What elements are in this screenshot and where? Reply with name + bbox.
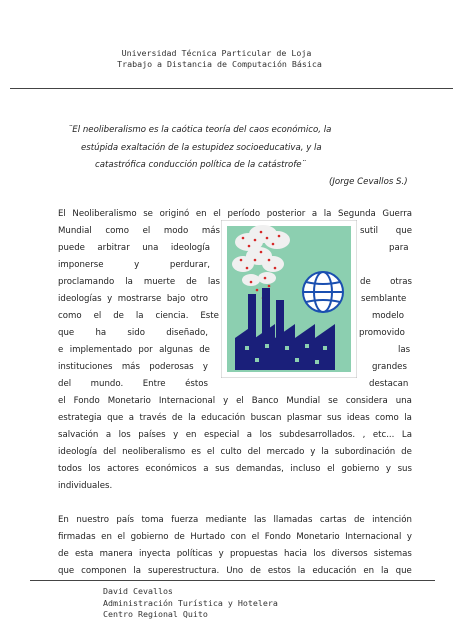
word: es bbox=[191, 447, 201, 457]
word: educación bbox=[201, 413, 246, 423]
word: perdurar, bbox=[169, 260, 210, 270]
word: a bbox=[128, 413, 135, 423]
word: Fondo bbox=[264, 532, 291, 542]
word: y bbox=[218, 549, 224, 559]
word: Neoliberalismo bbox=[72, 209, 137, 219]
word: ideología bbox=[58, 447, 98, 457]
word: otro bbox=[190, 294, 208, 304]
p2-line bbox=[58, 562, 412, 580]
word: Guerra bbox=[382, 209, 412, 219]
word: las bbox=[398, 345, 411, 355]
word: éstos bbox=[185, 379, 208, 389]
word: En bbox=[58, 515, 69, 525]
word: , bbox=[362, 430, 366, 440]
word: Banco bbox=[251, 396, 279, 406]
word: mercado bbox=[266, 447, 305, 457]
word: puede bbox=[58, 243, 85, 253]
word: de bbox=[171, 413, 183, 423]
word: Entre bbox=[142, 379, 166, 389]
word: en bbox=[195, 209, 207, 219]
word: Internacional bbox=[345, 532, 402, 542]
p2-line bbox=[58, 528, 412, 546]
word: Hurtado bbox=[190, 532, 226, 542]
word: sistemas bbox=[373, 549, 412, 559]
word: que bbox=[107, 413, 124, 423]
word: fuerza bbox=[171, 515, 199, 525]
word: Mundial bbox=[58, 226, 92, 236]
word: a bbox=[311, 209, 318, 219]
word: del bbox=[58, 379, 72, 389]
word: que bbox=[395, 226, 412, 236]
word: de bbox=[401, 447, 412, 457]
p1-line bbox=[58, 358, 208, 376]
word: período bbox=[227, 209, 261, 219]
word: modelo bbox=[372, 311, 405, 321]
word: una bbox=[395, 396, 412, 406]
word: subordinación bbox=[334, 447, 396, 457]
word: culto bbox=[220, 447, 242, 457]
word: como bbox=[58, 311, 82, 321]
word: La bbox=[401, 430, 412, 440]
word: de bbox=[360, 277, 371, 287]
p1-line bbox=[58, 443, 412, 461]
p1-line bbox=[58, 290, 208, 308]
word: se bbox=[143, 209, 153, 219]
word: inyecta bbox=[138, 549, 171, 559]
word: ciencia. bbox=[155, 311, 189, 321]
word: ideología bbox=[170, 243, 210, 253]
word: y bbox=[134, 260, 140, 270]
p1-line bbox=[58, 375, 208, 393]
word: la bbox=[323, 209, 332, 219]
word: buscan bbox=[250, 413, 282, 423]
word: sus bbox=[327, 413, 342, 423]
word: propuestas bbox=[229, 549, 278, 559]
word: el bbox=[251, 532, 260, 542]
word: el bbox=[58, 396, 66, 406]
word: salvación bbox=[58, 430, 99, 440]
word: El bbox=[58, 209, 66, 219]
word: Internacional bbox=[158, 396, 216, 406]
header-university: Universidad Técnica Particular de Loja bbox=[121, 48, 312, 58]
word: superestructura. bbox=[148, 566, 220, 576]
word: las bbox=[207, 277, 220, 287]
word: poderosas bbox=[149, 362, 194, 372]
p1-line bbox=[361, 290, 412, 308]
word: y bbox=[406, 532, 412, 542]
word: los bbox=[118, 430, 131, 440]
word: gobierno bbox=[341, 464, 380, 474]
footer-author: David Cevallos bbox=[103, 586, 173, 596]
p1-line bbox=[58, 392, 412, 410]
factory-globe-illustration bbox=[221, 220, 357, 378]
word: y bbox=[385, 464, 391, 474]
word: por bbox=[138, 345, 153, 355]
word: promovido bbox=[359, 328, 405, 338]
p1-line bbox=[58, 222, 220, 240]
word: especial bbox=[204, 430, 240, 440]
word: arbitrar bbox=[97, 243, 130, 253]
header-rule bbox=[10, 88, 453, 89]
word: y bbox=[173, 430, 179, 440]
p2-line bbox=[58, 545, 412, 563]
p1-line bbox=[372, 307, 412, 325]
word: ideologías bbox=[58, 294, 102, 304]
word: la bbox=[133, 566, 142, 576]
word: que bbox=[58, 328, 75, 338]
word: sus bbox=[215, 464, 230, 474]
word: en bbox=[363, 566, 375, 576]
p1-line bbox=[360, 273, 412, 291]
p1-line bbox=[360, 222, 412, 240]
word: la bbox=[321, 447, 329, 457]
p1-line bbox=[58, 239, 210, 257]
word: etc... bbox=[372, 430, 395, 440]
p1-line: individuales. bbox=[58, 481, 113, 491]
word: país bbox=[116, 515, 134, 525]
word: de bbox=[250, 566, 261, 576]
p2-line bbox=[58, 511, 412, 529]
word: los bbox=[313, 549, 326, 559]
quote-author: (Jorge Cevallos S.) bbox=[329, 177, 408, 187]
word: que bbox=[58, 566, 75, 576]
word: sido bbox=[127, 328, 145, 338]
word: hacia bbox=[283, 549, 308, 559]
header-course: Trabajo a Distancia de Computación Básica bbox=[117, 59, 322, 69]
word: mundo. bbox=[90, 379, 124, 389]
word: todos bbox=[58, 464, 82, 474]
p1-line bbox=[58, 256, 210, 274]
word: la bbox=[404, 413, 412, 423]
word: países bbox=[138, 430, 166, 440]
word: diversos bbox=[331, 549, 368, 559]
p1-line bbox=[58, 324, 208, 342]
word: una bbox=[142, 243, 159, 253]
word: de bbox=[58, 549, 69, 559]
word: gobierno bbox=[130, 532, 169, 542]
word: del bbox=[103, 447, 117, 457]
word: la bbox=[135, 311, 144, 321]
word: proclamando bbox=[58, 277, 115, 287]
word: como bbox=[105, 226, 130, 236]
word: económicos bbox=[145, 464, 197, 474]
word: semblante bbox=[361, 294, 407, 304]
word: el bbox=[117, 532, 126, 542]
word: través bbox=[139, 413, 167, 423]
word: la bbox=[297, 566, 306, 576]
word: toma bbox=[141, 515, 164, 525]
word: del bbox=[247, 447, 261, 457]
word: más bbox=[201, 226, 220, 236]
word: estos bbox=[267, 566, 291, 576]
word: se bbox=[328, 396, 338, 406]
word: sus bbox=[397, 464, 412, 474]
word: de bbox=[186, 277, 197, 287]
globe-icon bbox=[303, 272, 343, 312]
word: más bbox=[121, 362, 140, 372]
word: Fondo bbox=[73, 396, 100, 406]
footer-rule bbox=[30, 580, 435, 581]
p1-line bbox=[398, 341, 412, 359]
word: ideas bbox=[346, 413, 370, 423]
word: con bbox=[230, 532, 247, 542]
word: el bbox=[142, 226, 151, 236]
p1-line bbox=[58, 460, 412, 478]
word: cartas bbox=[319, 515, 347, 525]
word: de bbox=[174, 532, 185, 542]
factory-globe-illustration-svg bbox=[221, 220, 357, 378]
p1-line bbox=[372, 358, 412, 376]
word: y bbox=[107, 294, 113, 304]
word: el bbox=[327, 464, 335, 474]
p1-line bbox=[58, 341, 210, 359]
word: demandas, bbox=[236, 464, 284, 474]
word: sutil bbox=[360, 226, 379, 236]
p1-line bbox=[369, 375, 412, 393]
word: de bbox=[113, 311, 124, 321]
quote-line-3: catastrófica conducción política de la catástrofe¨ bbox=[95, 160, 306, 170]
word: actores bbox=[107, 464, 139, 474]
word: de bbox=[199, 345, 210, 355]
word: los bbox=[259, 430, 272, 440]
word: y bbox=[202, 362, 208, 372]
word: Mundial bbox=[286, 396, 321, 406]
word: componen bbox=[81, 566, 127, 576]
word: intención bbox=[372, 515, 412, 525]
word: que bbox=[395, 566, 412, 576]
word: bajo bbox=[166, 294, 186, 304]
p1-line bbox=[58, 426, 412, 444]
word: e bbox=[58, 345, 64, 355]
p1-line bbox=[58, 307, 219, 325]
word: incluso bbox=[290, 464, 321, 474]
word: modo bbox=[163, 226, 189, 236]
word: educación bbox=[312, 566, 357, 576]
p1-line bbox=[389, 239, 412, 257]
footer-program: Administración Turística y Hotelera bbox=[103, 597, 278, 608]
quote-line-2: estúpida exaltación de la estupidez socioeducativa, y la bbox=[81, 143, 322, 153]
word: políticas bbox=[176, 549, 213, 559]
word: muerte bbox=[143, 277, 176, 287]
p1-line bbox=[58, 409, 412, 427]
word: a bbox=[246, 430, 253, 440]
word: instituciones bbox=[58, 362, 113, 372]
word: posterior bbox=[266, 209, 306, 219]
word: diseñado, bbox=[166, 328, 208, 338]
word: otras bbox=[390, 277, 412, 287]
word: esta bbox=[74, 549, 94, 559]
footer-center: Centro Regional Quito bbox=[103, 609, 208, 619]
word: para bbox=[389, 243, 409, 253]
word: en bbox=[101, 532, 112, 542]
word: el bbox=[93, 311, 102, 321]
word: originó bbox=[159, 209, 190, 219]
p1-line bbox=[58, 273, 220, 291]
word: firmadas bbox=[58, 532, 96, 542]
word: como bbox=[375, 413, 399, 423]
word: implementado bbox=[69, 345, 133, 355]
word: mostrarse bbox=[117, 294, 162, 304]
word: las bbox=[253, 515, 267, 525]
word: de bbox=[353, 515, 365, 525]
word: el bbox=[213, 209, 221, 219]
word: Este bbox=[200, 311, 219, 321]
word: estrategia bbox=[58, 413, 102, 423]
word: Segunda bbox=[338, 209, 376, 219]
word: el bbox=[206, 447, 215, 457]
word: Monetario bbox=[296, 532, 340, 542]
word: a bbox=[203, 464, 209, 474]
word: destacan bbox=[369, 379, 409, 389]
word: subdesarrollados. bbox=[279, 430, 356, 440]
word: la bbox=[188, 413, 196, 423]
word: a bbox=[105, 430, 112, 440]
word: considera bbox=[345, 396, 388, 406]
word: la bbox=[381, 566, 389, 576]
word: llamadas bbox=[273, 515, 313, 525]
word: los bbox=[88, 464, 101, 474]
word: grandes bbox=[372, 362, 407, 372]
word: manera bbox=[99, 549, 133, 559]
word: mediante bbox=[205, 515, 247, 525]
word: el bbox=[236, 396, 244, 406]
word: neoliberalismo bbox=[122, 447, 186, 457]
word: y bbox=[310, 447, 316, 457]
p1-line bbox=[359, 324, 412, 342]
word: y bbox=[223, 396, 229, 406]
word: en bbox=[185, 430, 197, 440]
word: la bbox=[125, 277, 133, 287]
word: imponerse bbox=[58, 260, 104, 270]
quote-line-1: ¨El neoliberalismo es la caótica teoría del caos económico, la bbox=[68, 125, 332, 135]
word: ha bbox=[95, 328, 107, 338]
word: plasmar bbox=[286, 413, 322, 423]
word: algunas bbox=[159, 345, 193, 355]
word: Uno bbox=[226, 566, 244, 576]
word: nuestro bbox=[76, 515, 109, 525]
word: Monetario bbox=[107, 396, 151, 406]
